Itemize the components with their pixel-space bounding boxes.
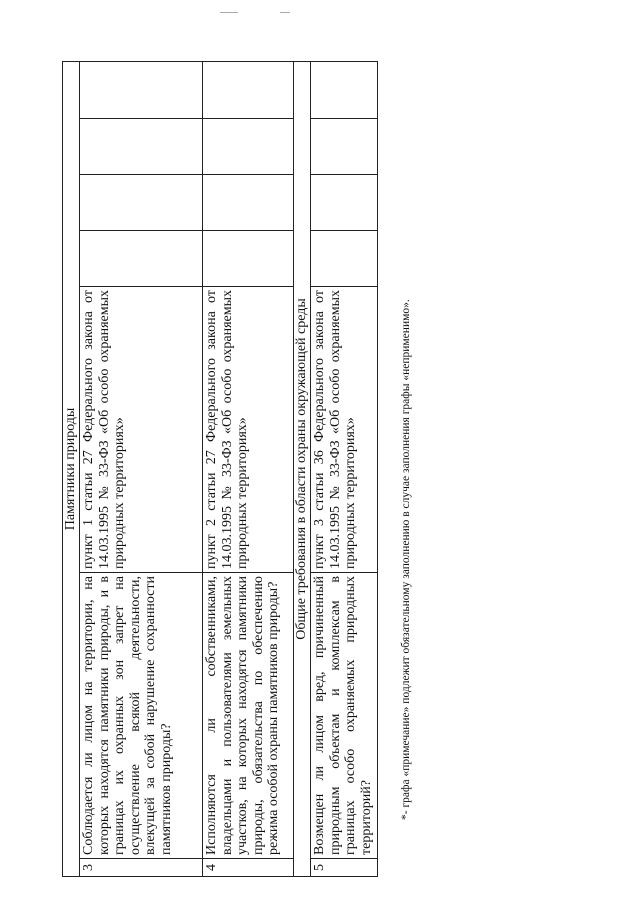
table-row bbox=[203, 61, 294, 876]
table-row bbox=[80, 61, 203, 876]
question-cell: Соблюдается ли лицом на территории, на которых находятся памятники природы, и в границах их охранных зон запрет на осуществление всякой деятельности, влекущей за собой нарушение сохранности памятников природы? bbox=[80, 573, 203, 859]
answer-na-cell[interactable] bbox=[203, 119, 294, 175]
row-number: 4 bbox=[203, 859, 294, 877]
scan-mark bbox=[220, 12, 238, 13]
table-row bbox=[311, 61, 378, 876]
answer-na-cell[interactable] bbox=[311, 119, 378, 175]
row-number: 3 bbox=[80, 859, 203, 877]
section-title: Общие требования в области охраны окружающей среды bbox=[294, 61, 311, 876]
answer-yes-cell[interactable] bbox=[311, 231, 378, 287]
note-cell[interactable] bbox=[203, 61, 294, 118]
row-number: 5 bbox=[311, 859, 378, 877]
note-cell[interactable] bbox=[80, 61, 203, 118]
checklist-table-container bbox=[62, 62, 392, 877]
note-cell[interactable] bbox=[311, 61, 378, 118]
answer-no-cell[interactable] bbox=[311, 175, 378, 231]
answer-no-cell[interactable] bbox=[203, 175, 294, 231]
answer-yes-cell[interactable] bbox=[203, 231, 294, 287]
answer-no-cell[interactable] bbox=[80, 175, 203, 231]
question-cell: Исполняются ли собственниками, владельцами и пользователями земельных участков, на которых находятся памятники природы, обязательства по обеспечению режима особой охраны памятников природы? bbox=[203, 573, 294, 859]
footnote bbox=[398, 0, 416, 905]
answer-na-cell[interactable] bbox=[80, 119, 203, 175]
reference-cell: пункт 1 статьи 27 Федерального закона от 14.03.1995 № 33-ФЗ «Об особо охраняемых природных территориях» bbox=[80, 287, 203, 573]
footnote-text: *- графа «примечание» подлежит обязательному заполнению в случае заполнения графы «неприменимо». bbox=[400, 299, 412, 820]
reference-cell: пункт 3 статьи 36 Федерального закона от 14.03.1995 № 33-ФЗ «Об особо охраняемых природных территориях» bbox=[311, 287, 378, 573]
question-cell: Возмещен ли лицом вред, причиненный природным объектам и комплексам в границах особо охраняемых природных территорий? bbox=[311, 573, 378, 859]
section-title: Памятники природы bbox=[63, 61, 80, 876]
answer-yes-cell[interactable] bbox=[80, 231, 203, 287]
checklist-table bbox=[62, 61, 378, 877]
reference-cell: пункт 2 статьи 27 Федерального закона от 14.03.1995 № 33-ФЗ «Об особо охраняемых природных территориях» bbox=[203, 287, 294, 573]
scan-mark bbox=[280, 12, 290, 13]
